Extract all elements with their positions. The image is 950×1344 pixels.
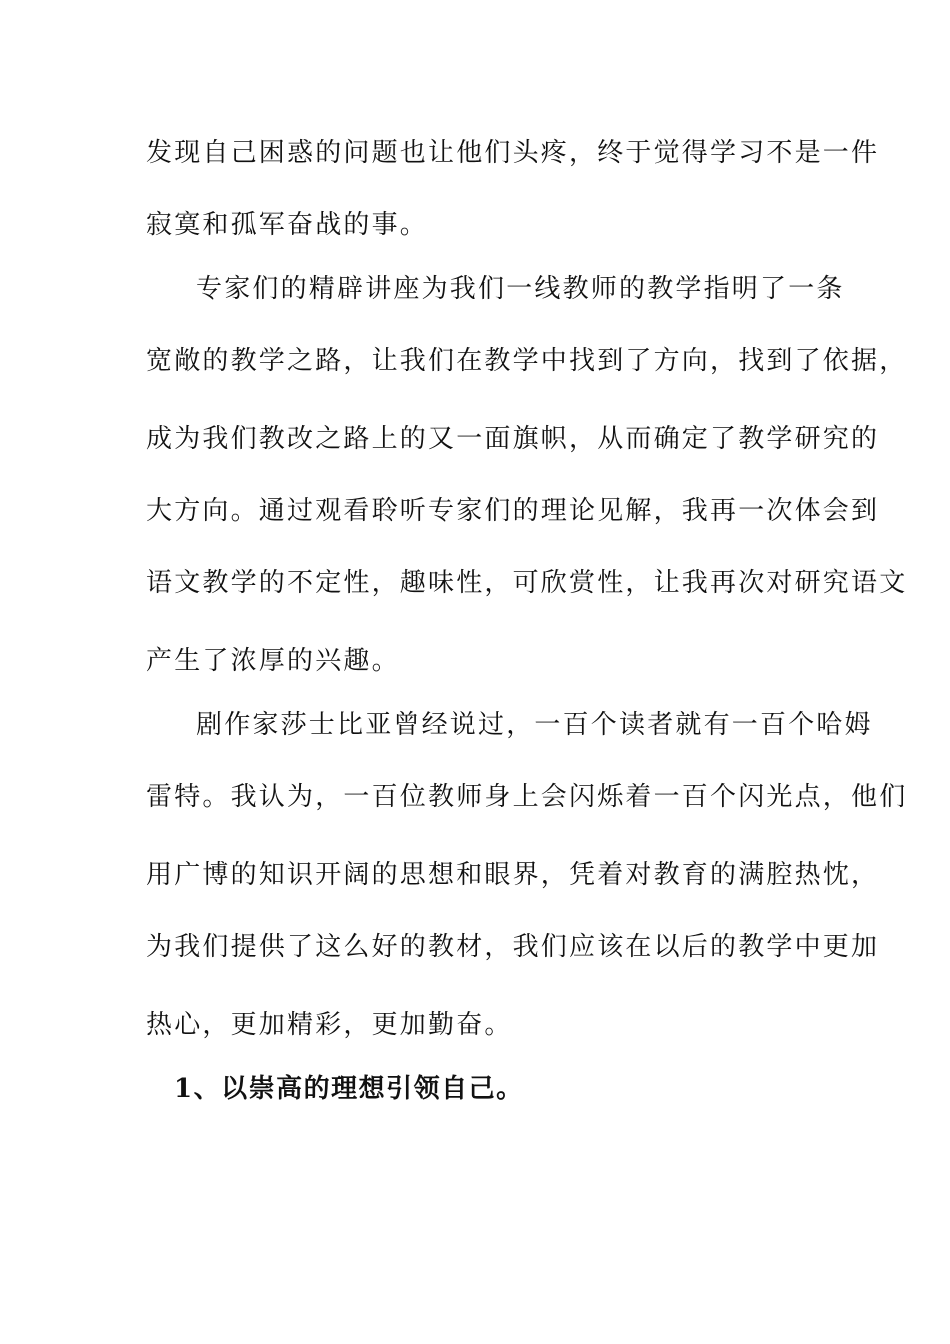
paragraph-3-line-4: 为我们提供了这么好的教材，我们应该在以后的教学中更加 [146,932,880,962]
paragraph-2-line-3: 成为我们教改之路上的又一面旗帜，从而确定了教学研究的 [146,424,880,454]
paragraph-3-line-5: 热心，更加精彩，更加勤奋。 [146,1010,513,1040]
paragraph-2-line-5: 语文教学的不定性，趣味性，可欣赏性，让我再次对研究语文 [146,568,908,598]
paragraph-3-line-3: 用广博的知识开阔的思想和眼界，凭着对教育的满腔热忱， [146,860,880,890]
paragraph-2-line-6: 产生了浓厚的兴趣。 [146,646,400,676]
paragraph-2-line-1: 专家们的精辟讲座为我们一线教师的教学指明了一条 [196,274,845,304]
paragraph-2-line-4: 大方向。通过观看聆听专家们的理论见解，我再一次体会到 [146,496,880,526]
paragraph-2-line-2: 宽敞的教学之路，让我们在教学中找到了方向，找到了依据， [146,346,908,376]
paragraph-1-line-2: 寂寞和孤军奋战的事。 [146,210,429,240]
section-heading: 1、以崇高的理想引领自己。 [174,1074,524,1104]
paragraph-1-line-1: 发现自己困惑的问题也让他们头疼，终于觉得学习不是一件 [146,138,880,168]
paragraph-3-line-1: 剧作家莎士比亚曾经说过，一百个读者就有一百个哈姆 [196,710,873,740]
paragraph-3-line-2: 雷特。我认为，一百位教师身上会闪烁着一百个闪光点，他们 [146,782,908,812]
